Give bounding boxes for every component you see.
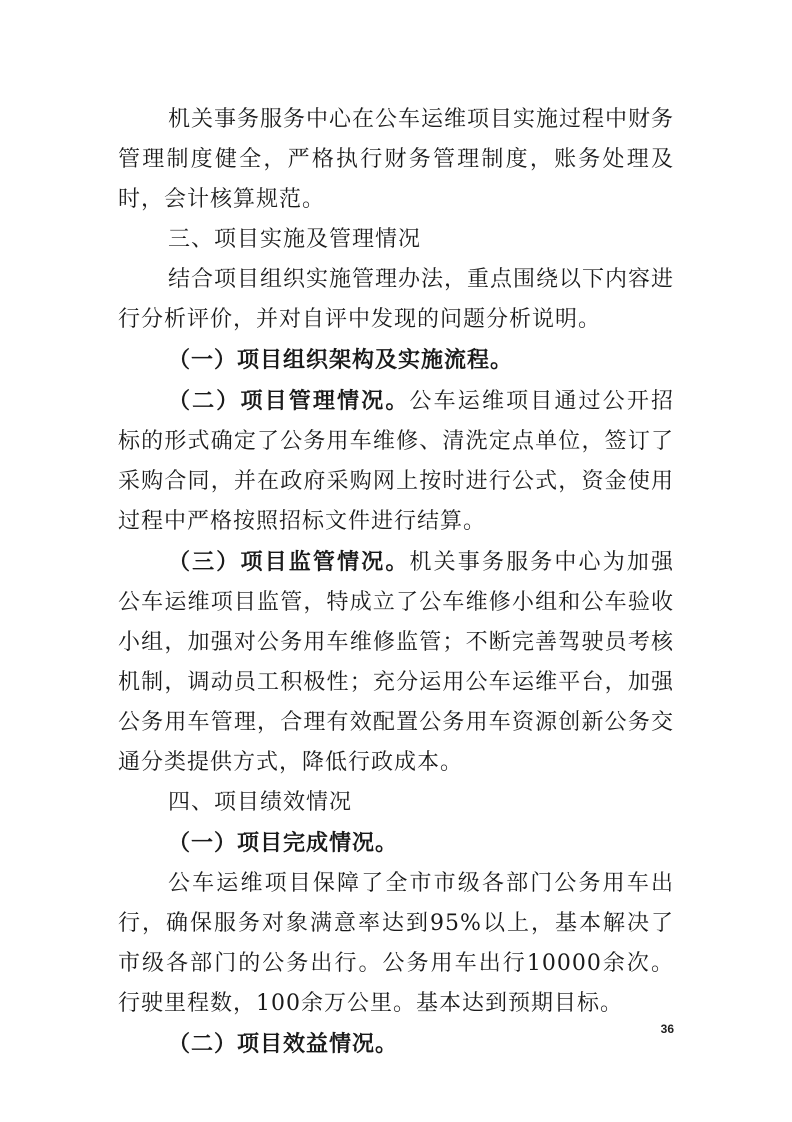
paragraph-lead: （二）项目管理情况。 <box>168 388 410 414</box>
subheading-text: （二）项目效益情况。 <box>168 1031 399 1057</box>
paragraph-completion-details <box>118 864 674 1024</box>
page-number: 36 <box>660 1022 674 1036</box>
section-heading-performance <box>118 783 674 823</box>
paragraph-text: 机关事务服务中心在公车运维项目实施过程中财务管理制度健全，严格执行财务管理制度，账务处理及时，会计核算规范。 <box>118 107 675 212</box>
subheading-text: （一）项目组织架构及实施流程。 <box>168 347 514 373</box>
paragraph-text: 公车运维项目保障了全市市级各部门公务用车出行，确保服务对象满意率达到95%以上，基本解决了市级各部门的公务出行。公务用车出行10000余次。行驶里程数，100余万公里。基本达到预期目标。 <box>118 871 674 1016</box>
subheading-benefits <box>118 1024 674 1065</box>
subheading-organization <box>118 340 674 381</box>
paragraph-evaluation-intro <box>118 260 674 340</box>
paragraph-project-management <box>118 381 674 542</box>
paragraph-finance-management <box>118 100 674 220</box>
heading-text: 三、项目实施及管理情况 <box>168 227 422 252</box>
paragraph-lead: （三）项目监管情况。 <box>168 549 410 575</box>
subheading-completion <box>118 823 674 864</box>
paragraph-text: 机关事务服务中心为加强公车运维项目监管，特成立了公车维修小组和公车验收小组，加强对公务用车维修监管；不断完善驾驶员考核机制，调动员工积极性；充分运用公车运维平台，加强公务用车管理，合理有效配置公务用车资源创新公务交通分类提供方式，降低行政成本。 <box>118 550 674 775</box>
subheading-text: （一）项目完成情况。 <box>168 830 399 856</box>
document-body <box>118 100 674 1065</box>
section-heading-implementation <box>118 220 674 260</box>
paragraph-text: 公车运维项目通过公开招标的形式确定了公务用车维修、清洗定点单位，签订了采购合同，并在政府采购网上按时进行公式，资金使用过程中严格按照招标文件进行结算。 <box>118 389 674 534</box>
paragraph-text: 结合项目组织实施管理办法，重点围绕以下内容进行分析评价，并对自评中发现的问题分析说明。 <box>118 267 675 332</box>
paragraph-project-supervision <box>118 542 674 783</box>
heading-text: 四、项目绩效情况 <box>168 790 353 815</box>
